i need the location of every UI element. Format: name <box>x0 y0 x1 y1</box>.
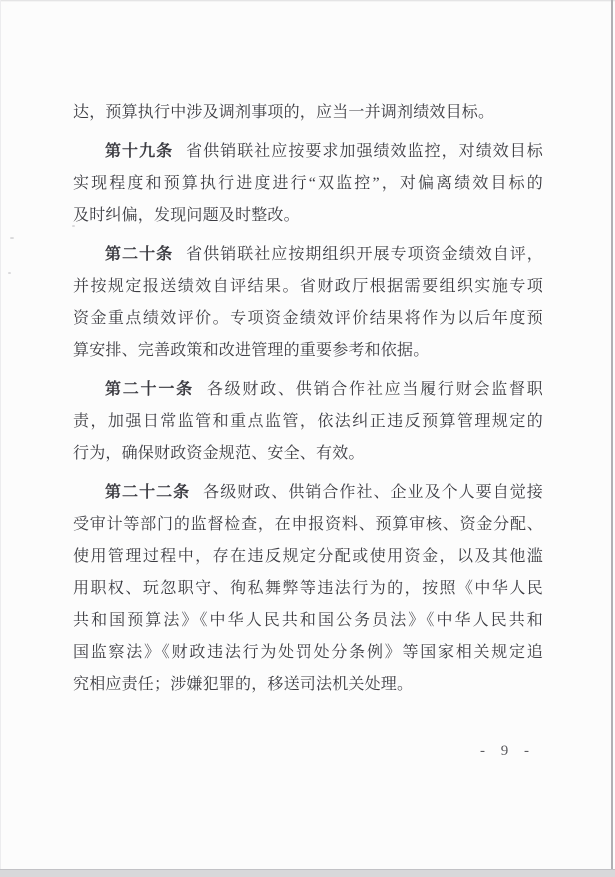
article-number: 第十九条 <box>105 143 174 160</box>
text-line: 第二十一条 各级财政、供销合作社应当履行财会监督职 <box>105 381 543 398</box>
scan-speckle <box>8 272 11 274</box>
page-number: - 9 - <box>480 743 532 759</box>
page-edge-left <box>0 0 1 870</box>
article-number: 第二十条 <box>105 246 174 263</box>
text-line: 第十九条 省供销联社应按要求加强绩效监控，对绩效目标 <box>105 143 543 160</box>
article-number: 第二十一条 <box>105 381 194 398</box>
paragraph <box>73 239 543 367</box>
text-line: 国监察法》《财政违法行为处罚处分条例》等国家相关规定追 <box>73 644 543 661</box>
text-line: 并按规定报送绩效自评结果。省财政厅根据需要组织实施专项 <box>73 278 543 295</box>
text-line: 达，预算执行中涉及调剂事项的，应当一并调剂绩效目标。 <box>73 104 495 121</box>
text-line: 用职权、玩忽职守、徇私舞弊等违法行为的，按照《中华人民 <box>73 580 543 597</box>
paragraph <box>73 136 543 232</box>
text-line: 受审计等部门的监督检查，在申报资料、预算审核、资金分配、 <box>73 516 543 533</box>
page-edge-bottom <box>0 869 615 877</box>
text-line: 及时纠偏，发现问题及时整改。 <box>73 207 300 224</box>
page-edge-right <box>611 0 613 870</box>
text-line: 使用管理过程中，存在违反规定分配或使用资金，以及其他滥 <box>73 548 543 565</box>
article-number: 第二十二条 <box>105 484 191 501</box>
document-body <box>73 97 543 708</box>
paragraph <box>73 374 543 470</box>
text-line: 第二十条 省供销联社应按期组织开展专项资金绩效自评， <box>105 246 543 263</box>
text-line: 责，加强日常监管和重点监管，依法纠正违反预算管理规定的 <box>73 413 543 430</box>
text-line: 行为，确保财政资金规范、安全、有效。 <box>73 445 365 462</box>
text-line: 实现程度和预算执行进度进行“双监控”，对偏离绩效目标的 <box>73 175 543 192</box>
paragraph <box>73 97 543 129</box>
scan-speckle <box>10 237 14 239</box>
paragraph <box>73 477 543 701</box>
text-line: 资金重点绩效评价。专项资金绩效评价结果将作为以后年度预 <box>73 310 543 327</box>
text-line: 算安排、完善政策和改进管理的重要参考和依据。 <box>73 342 430 359</box>
text-line: 共和国预算法》《中华人民共和国公务员法》《中华人民共和 <box>73 612 543 629</box>
scan-speckle <box>72 225 75 227</box>
text-line: 究相应责任；涉嫌犯罪的，移送司法机关处理。 <box>73 676 414 693</box>
page-edge-top <box>0 0 615 2</box>
text-line: 第二十二条 各级财政、供销合作社、企业及个人要自觉接 <box>105 484 543 501</box>
